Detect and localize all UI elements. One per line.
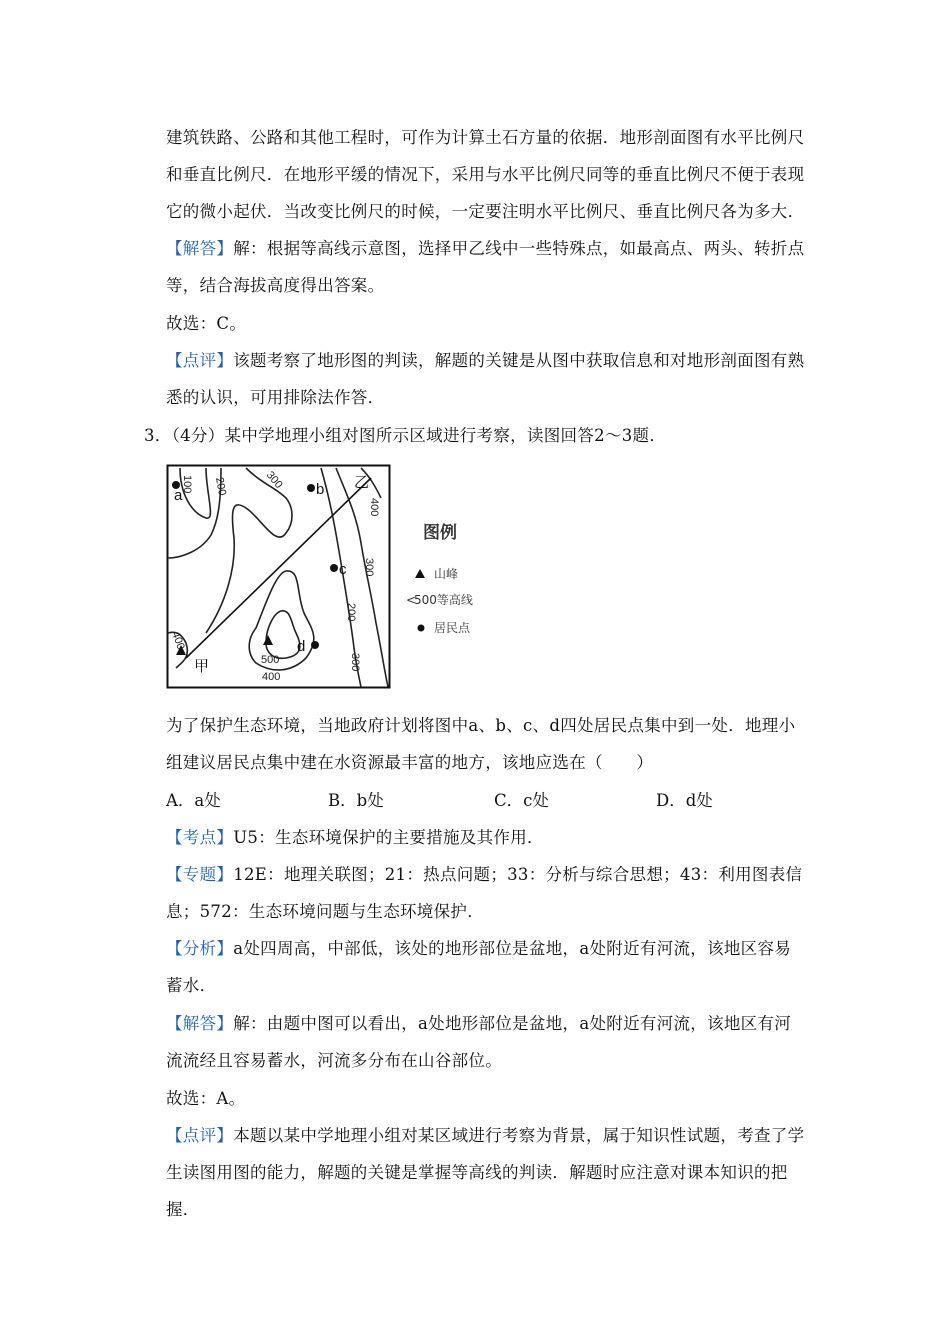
contour-label-400a: 400 (368, 498, 380, 517)
dianping-paragraph (166, 1122, 804, 1146)
text-line: 和垂直比例尺．在地形平缓的情况下，采用与水平比例尺同等的垂直比例尺不便于表现 (166, 165, 805, 184)
jieda-paragraph (166, 1010, 791, 1034)
contour-label-200b: 200 (345, 603, 357, 622)
text-line: 悉的认识，可用排除法作答． (166, 388, 385, 407)
label-yi: 乙 (354, 473, 370, 491)
dianping-tag: 【点评】 (166, 1126, 234, 1145)
zhuanti-text: 12E：地理关联图；21：热点问题；33：分析与综合思想；43：利用图表信 (233, 865, 803, 884)
map-legend (406, 522, 473, 635)
fenxi-tag: 【分析】 (166, 939, 234, 958)
label-a: a (174, 487, 183, 504)
contour-map (166, 463, 496, 693)
question-body: 为了保护生态环境，当地政府计划将图中a、b、c、d四处居民点集中到一处．地理小 (166, 716, 796, 735)
option-a: A．a处 (166, 791, 221, 810)
question-body: 组建议居民点集中建在水资源最丰富的地方，该地应选在（ ） (166, 753, 654, 772)
kaodian-paragraph (166, 824, 544, 848)
contour-label-400b: 400 (262, 671, 281, 683)
kaodian-tag: 【考点】 (166, 828, 234, 847)
peak-hill (263, 635, 273, 645)
contour-label-300a: 300 (263, 469, 285, 491)
zhuanti-paragraph (166, 861, 802, 885)
jieda-tag: 【解答】 (166, 1014, 234, 1033)
text-line: 建筑铁路、公路和其他工程时，可作为计算土石方量的依据．地形剖面图有水平比例尺 (166, 128, 805, 147)
text-line: 流流经且容易蓄水，河流多分布在山谷部位。 (166, 1051, 502, 1070)
contour-400-hill (249, 571, 314, 670)
label-jia: 甲 (194, 657, 210, 675)
dianping-text: 本题以某中学地理小组对某区域进行考察为背景，属于知识性试题，考查了学 (233, 1126, 805, 1145)
question-stem: 3．（4分）某中学地理小组对图所示区域进行考察，读图回答2～3题． (144, 426, 667, 445)
fenxi-text: a处四周高，中部低，该处的地形部位是盆地，a处附近有河流，该地区容易 (233, 939, 792, 958)
label-b: b (316, 481, 325, 498)
text-line: 息；572：生态环境问题与生态环境保护． (166, 902, 484, 921)
text-line: 它的微小起伏．当改变比例尺的时候，一定要注明水平比例尺、垂直比例尺各为多大． (166, 202, 805, 221)
fenxi-paragraph (166, 935, 791, 959)
kaodian-text: U5：生态环境保护的主要措施及其作用． (233, 828, 544, 847)
text-line: 握． (166, 1200, 200, 1219)
text-line: 等，结合海拔高度得出答案。 (166, 276, 385, 295)
choice-line: 故选：A。 (166, 1089, 246, 1108)
legend-title: 图例 (423, 523, 457, 543)
legend-settlement-icon (418, 625, 425, 632)
text-line: 生读图用图的能力，解题的关键是掌握等高线的判读．解题时应注意对课本知识的把 (166, 1163, 788, 1182)
zhuanti-tag: 【专题】 (166, 865, 234, 884)
legend-peak-label: 山峰 (434, 567, 459, 581)
comment-tag: 【点评】 (166, 351, 234, 370)
contour-label-300c: 300 (349, 653, 361, 672)
contour-500-hill (266, 611, 300, 659)
option-c: C．c处 (494, 791, 549, 810)
answer-paragraph (166, 235, 804, 259)
answer-text: 解：根据等高线示意图，选择甲乙线中一些特殊点，如最高点、两头、转折点 (233, 239, 805, 258)
legend-settlement-label: 居民点 (434, 621, 471, 635)
label-d: d (297, 638, 306, 655)
contour-label-300b: 300 (363, 558, 375, 577)
text-line: 蓄水． (166, 976, 217, 995)
settlement-c (330, 564, 338, 572)
comment-text: 该题考察了地形图的判读，解题的关键是从图中获取信息和对地形剖面图有熟 (233, 351, 805, 370)
answer-tag: 【解答】 (166, 239, 234, 258)
settlement-b (307, 484, 315, 492)
jieda-text: 解：由题中图可以看出，a处地形部位是盆地，a处附近有河流，该地区有河 (233, 1014, 792, 1033)
label-c: c (339, 561, 347, 578)
legend-contour-mark: < (406, 593, 417, 607)
settlement-d (311, 641, 319, 649)
contour-label-400c: 400 (169, 629, 187, 652)
choice-line: 故选：C。 (166, 314, 247, 333)
legend-peak-icon (415, 569, 425, 578)
comment-paragraph (166, 347, 804, 371)
contour-label-500: 500 (261, 654, 280, 666)
contour-label-100: 100 (181, 475, 193, 494)
contour-label-200a: 200 (213, 476, 229, 497)
option-d: D．d处 (656, 791, 713, 810)
legend-contour-label: 500等高线 (414, 593, 473, 607)
option-b: B．b处 (328, 791, 384, 810)
